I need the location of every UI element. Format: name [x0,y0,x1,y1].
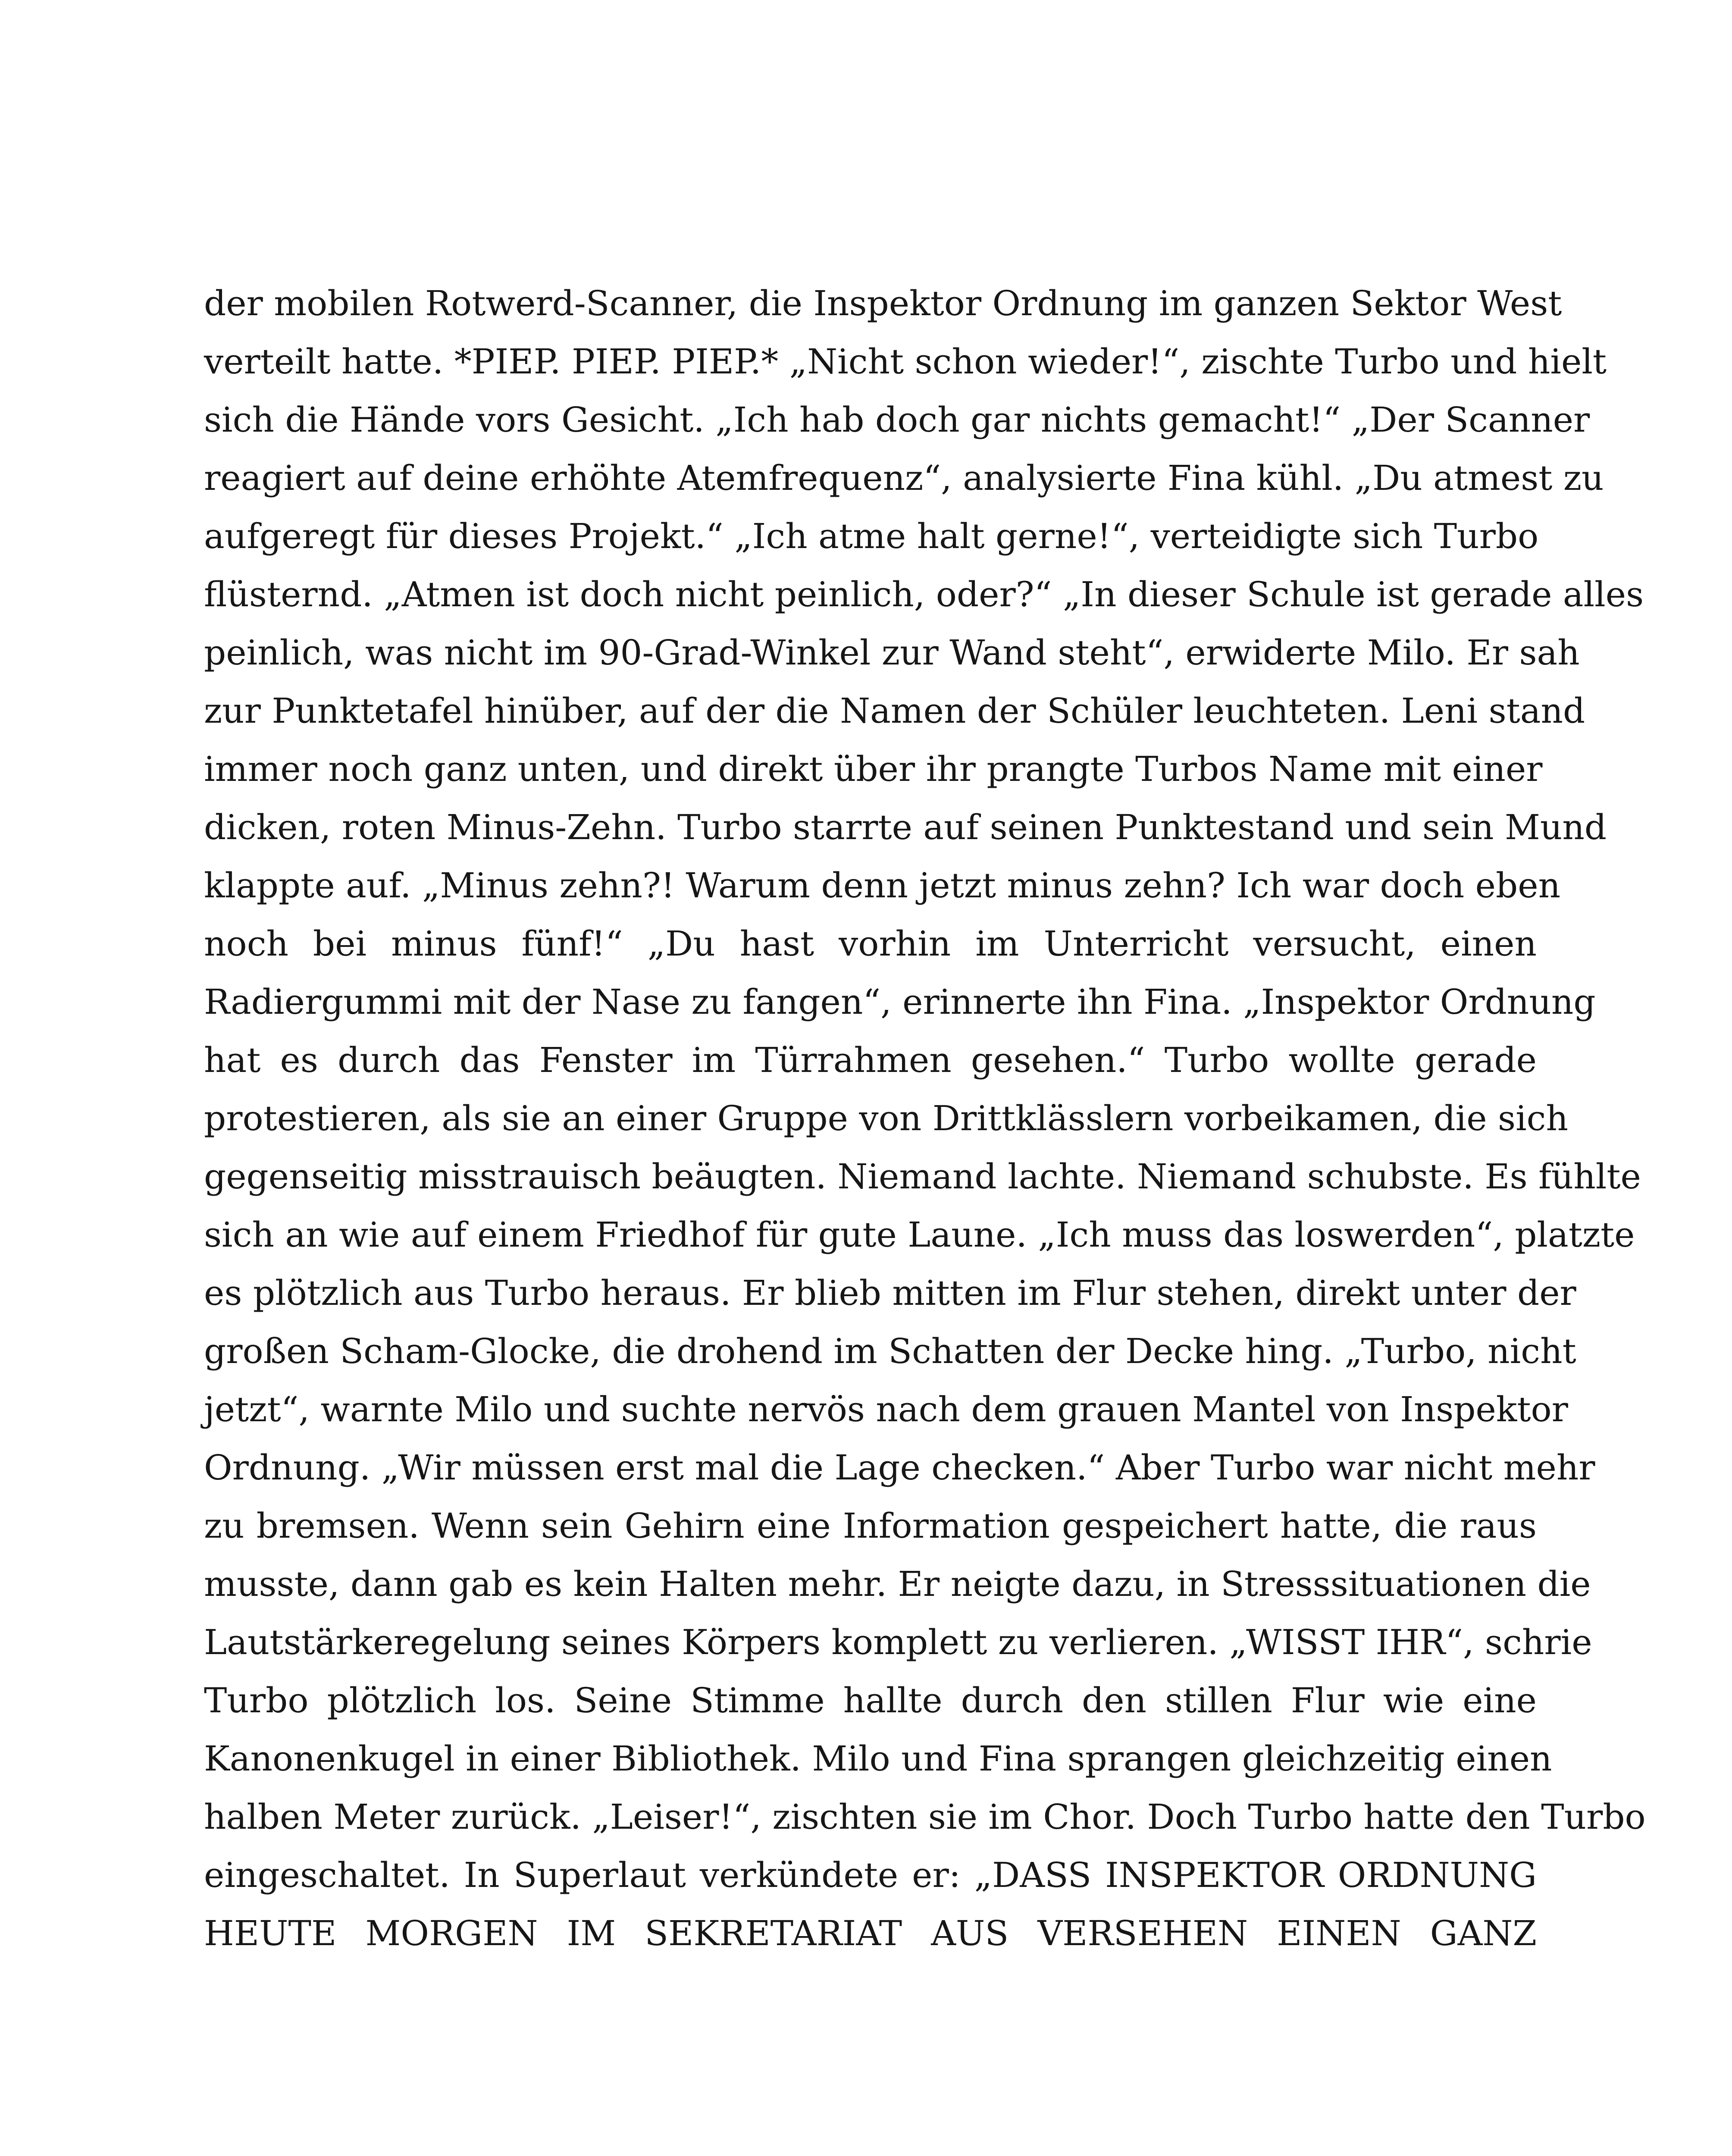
text-line: dicken, roten Minus-Zehn. Turbo starrte auf seinen Punktestand und sein Mund [204,807,1607,847]
text-line: Radiergummi mit der Nase zu fangen“, erinnerte ihn Fina. „Inspektor Ordnung [204,982,1596,1022]
text-line: aufgeregt für dieses Projekt.“ „Ich atme halt gerne!“, verteidigte sich Turbo [204,516,1539,556]
text-line: hat es durch das Fenster im Türrahmen gesehen.“ Turbo wollte gerade [204,1040,1537,1080]
text-line: Turbo plötzlich los. Seine Stimme hallte durch den stillen Flur wie eine [204,1680,1537,1720]
text-line: großen Scham-Glocke, die drohend im Schatten der Decke hing. „Turbo, nicht [204,1331,1576,1371]
text-line: peinlich, was nicht im 90-Grad-Winkel zur Wand steht“, erwiderte Milo. Er sah [204,633,1580,673]
text-line: noch bei minus fünf!“ „Du hast vorhin im Unterricht versucht, einen [204,924,1537,964]
body-text [204,274,1646,1962]
text-line: immer noch ganz unten, und direkt über ihr prangte Turbos Name mit einer [204,749,1543,789]
text-line: zu bremsen. Wenn sein Gehirn eine Information gespeichert hatte, die raus [204,1506,1537,1546]
text-line: eingeschaltet. In Superlaut verkündete er: „DASS INSPEKTOR ORDNUNG [204,1855,1537,1895]
text-line: Kanonenkugel in einer Bibliothek. Milo und Fina sprangen gleichzeitig einen [204,1739,1552,1779]
text-line: zur Punktetafel hinüber, auf der die Namen der Schüler leuchteten. Leni stand [204,691,1585,731]
text-line: verteilt hatte. *PIEP. PIEP. PIEP.* „Nicht schon wieder!“, zischte Turbo und hielt [204,342,1607,382]
text-line: jetzt“, warnte Milo und suchte nervös nach dem grauen Mantel von Inspektor [204,1389,1568,1429]
text-line: es plötzlich aus Turbo heraus. Er blieb mitten im Flur stehen, direkt unter der [204,1273,1576,1313]
text-line: HEUTE MORGEN IM SEKRETARIAT AUS VERSEHEN EINEN GANZ [204,1913,1537,1953]
text-line: der mobilen Rotwerd-Scanner, die Inspektor Ordnung im ganzen Sektor West [204,283,1562,323]
text-line: sich die Hände vors Gesicht. „Ich hab doch gar nichts gemacht!“ „Der Scanner [204,400,1590,440]
text-line: flüsternd. „Atmen ist doch nicht peinlich, oder?“ „In dieser Schule ist gerade alles [204,574,1644,614]
text-line: klappte auf. „Minus zehn?! Warum denn jetzt minus zehn? Ich war doch eben [204,865,1561,906]
text-line: sich an wie auf einem Friedhof für gute Laune. „Ich muss das loswerden“, platzte [204,1215,1635,1255]
text-line: Ordnung. „Wir müssen erst mal die Lage checken.“ Aber Turbo war nicht mehr [204,1448,1595,1488]
text-line: gegenseitig misstrauisch beäugten. Niemand lachte. Niemand schubste. Es fühlte [204,1156,1641,1197]
text-line: reagiert auf deine erhöhte Atemfrequenz“, analysierte Fina kühl. „Du atmest zu [204,458,1604,498]
text-line: Lautstärkeregelung seines Körpers komplett zu verlieren. „WISST IHR“, schrie [204,1622,1592,1662]
text-line: musste, dann gab es kein Halten mehr. Er neigte dazu, in Stresssituationen die [204,1564,1591,1604]
text-line: halben Meter zurück. „Leiser!“, zischten sie im Chor. Doch Turbo hatte den Turbo [204,1797,1646,1837]
text-line: protestieren, als sie an einer Gruppe von Drittklässlern vorbeikamen, die sich [204,1098,1568,1138]
